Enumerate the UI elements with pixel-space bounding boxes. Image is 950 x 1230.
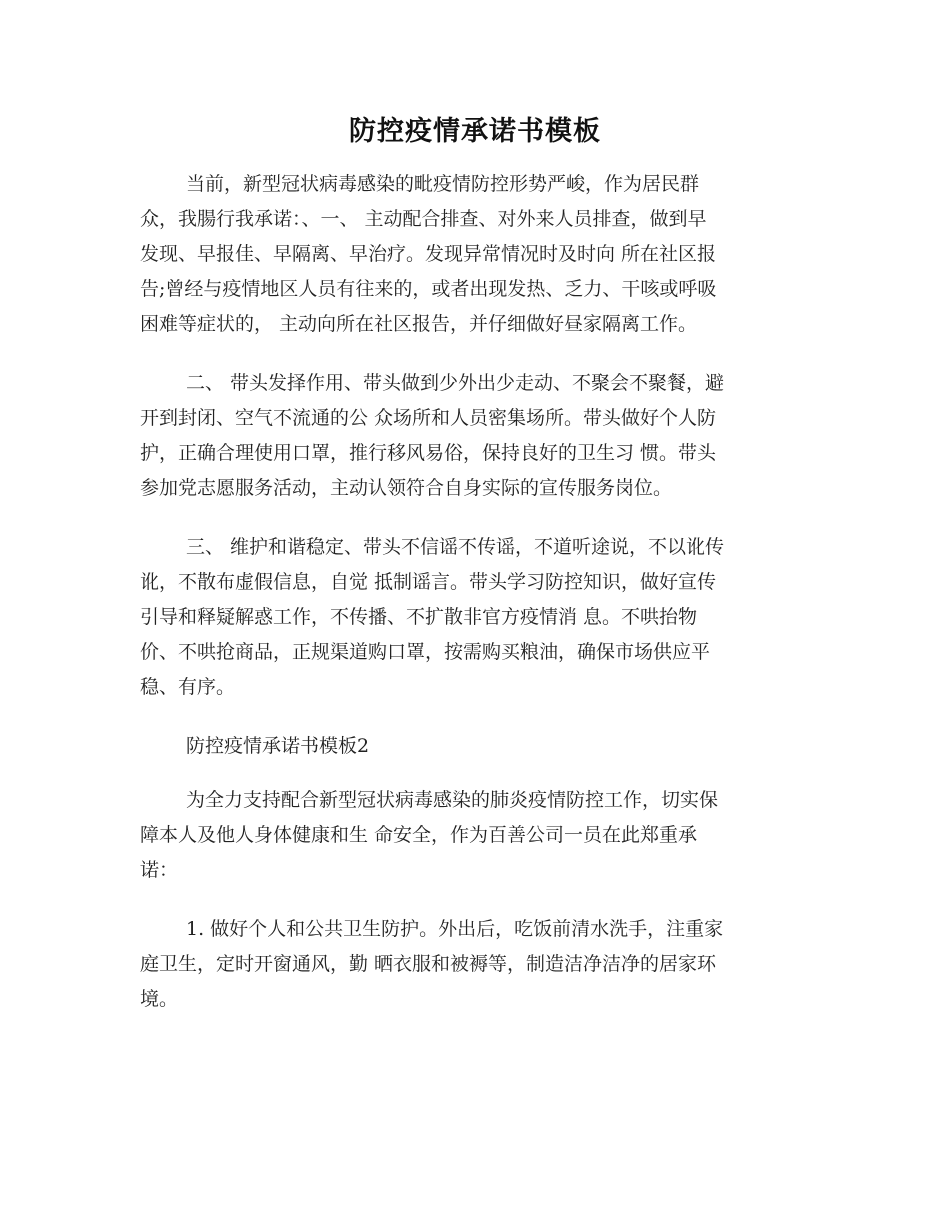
paragraph-line: 1. 做好个人和公共卫生防护。外出后，吃饭前清水洗手，注重家	[186, 918, 724, 940]
document-title: 防控疫情承诺书模板	[349, 116, 601, 147]
paragraph-line: 障本人及他人身体健康和生 命安全，作为百善公司一员在此郑重承	[140, 824, 698, 846]
paragraph-line: 引导和释疑解惑工作，不传播、不扩散非官方疫情消 息。不哄抬物	[140, 606, 698, 628]
paragraph-line: 稳、有序。	[140, 676, 236, 698]
section-subtitle	[140, 729, 805, 764]
paragraph-line: 诺：	[140, 859, 179, 881]
paragraph-item-3	[140, 530, 805, 705]
paragraph-line: 境。	[140, 988, 179, 1010]
paragraph-line: 告;曾经与疫情地区人员有往来的，或者出现发热、乏力、干咳或呼吸	[140, 278, 717, 300]
paragraph-line: 众，我腸行我承诺：、一、 主动配合排查、对外来人员排查，做到早	[140, 208, 707, 230]
paragraph-line: 价、不哄抢商品，正规渠道购口罩，按需购买粮油，确保市场供应平	[140, 641, 711, 663]
paragraph-template-2-intro	[140, 783, 805, 888]
paragraph-line: 困难等症状的， 主动向所在社区报告，并仔细做好昼家隔离工作。	[140, 313, 698, 335]
paragraph-line: 开到封闭、空气不流通的公 众场所和人员密集场所。带头做好个人防	[140, 407, 717, 429]
paragraph-item-2	[140, 366, 805, 506]
paragraph-line: 护，正确合理使用口罩，推行移风易俗，保持良好的卫生习 惯。带头	[140, 442, 717, 464]
paragraph-line: 庭卫生，定时开窗通风，勤 晒衣服和被褥等，制造洁净洁净的居家环	[140, 953, 717, 975]
paragraph-line: 当前，新型冠状病毒感染的毗疫情防控形势严峻，作为居民群	[186, 173, 700, 195]
paragraph-line: 为全力支持配合新型冠状病毒感染的肺炎疫情防控工作，切实保	[186, 789, 719, 811]
paragraph-template-2-item-1	[140, 912, 805, 1017]
paragraph-line: 发现、早报佳、早隔离、早治疗。发现异常情况时及时向 所在社区报	[140, 243, 717, 265]
paragraph-line: 参加党志愿服务活动，主动认领符合自身实际的宣传服务岗位。	[140, 477, 673, 499]
paragraph-line: 讹，不散布虚假信息，自觉 抵制谣言。带头学习防控知识，做好宣传	[140, 571, 717, 593]
paragraph-line: 二、 带头发择作用、带头做到少外出少走动、不聚会不聚餐，避	[186, 372, 725, 394]
paragraph-intro	[140, 167, 805, 342]
subtitle-line: 防控疫情承诺书模板2	[186, 735, 370, 757]
paragraph-line: 三、 维护和谐稳定、带头不信谣不传谣，不道听途说，不以讹传	[186, 536, 725, 558]
